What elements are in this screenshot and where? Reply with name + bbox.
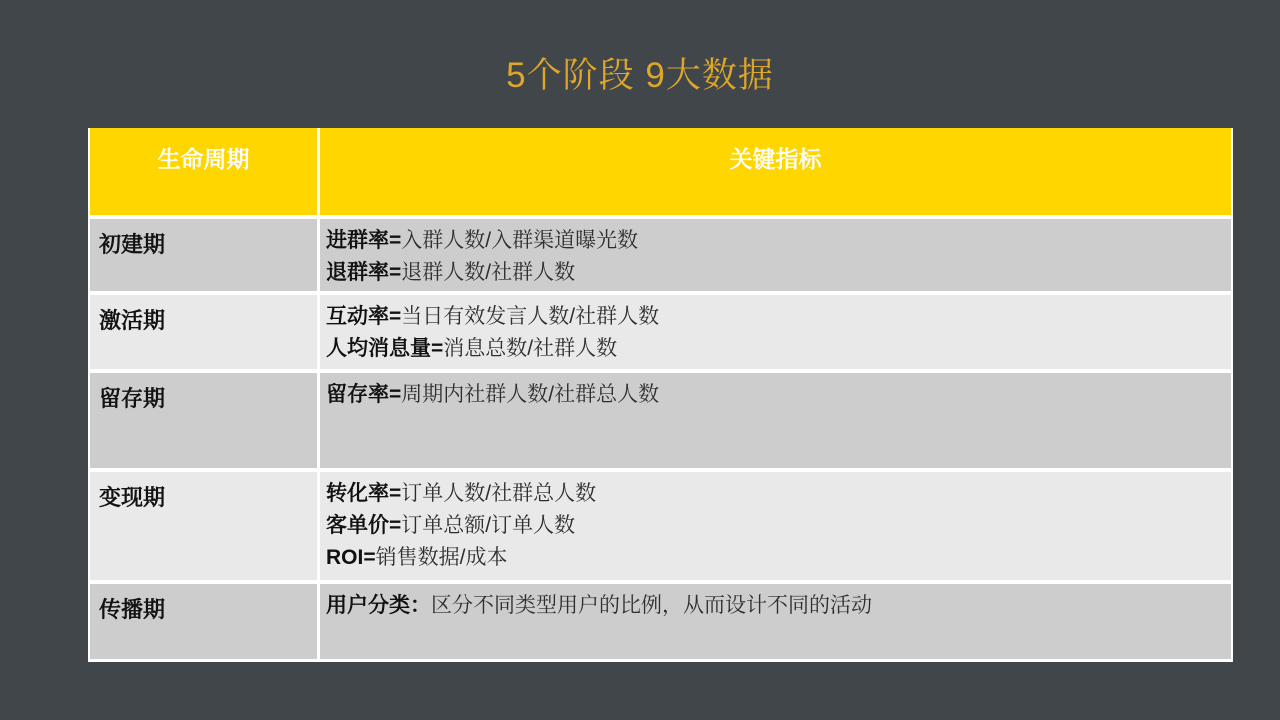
- metric-desc: 退群人数/社群人数: [401, 261, 576, 284]
- metric-line: [326, 590, 1231, 622]
- metric-term: 互动率=: [326, 305, 402, 328]
- metric-desc: 区分不同类型用户的比例，从而设计不同的活动: [431, 594, 872, 617]
- header-cell-lifecycle: 生命周期: [90, 128, 317, 215]
- metric-cell-monetization: [320, 472, 1231, 580]
- stage-cell-retention: 留存期: [90, 373, 317, 468]
- metric-line: [326, 542, 1231, 574]
- metric-line: [326, 333, 1231, 365]
- metric-line: [326, 225, 1231, 257]
- metric-desc: 入群人数/入群渠道曝光数: [401, 229, 639, 252]
- metric-cell-activation: [320, 295, 1231, 369]
- metric-desc: 订单人数/社群总人数: [401, 482, 597, 505]
- metric-desc: 销售数据/成本: [375, 546, 508, 569]
- metric-cell-referral: [320, 584, 1231, 659]
- metric-line: [326, 257, 1231, 289]
- header-cell-key-metrics: 关键指标: [320, 128, 1231, 215]
- metric-cell-retention: [320, 373, 1231, 468]
- metric-term: 留存率=: [326, 383, 402, 406]
- metric-line: [326, 510, 1231, 542]
- page-title: 5个阶段 9大数据: [506, 56, 774, 95]
- metric-desc: 订单总额/订单人数: [401, 514, 576, 537]
- stage-cell-initial: 初建期: [90, 219, 317, 291]
- lifecycle-metrics-table: [88, 128, 1233, 662]
- metric-term: 进群率=: [326, 229, 402, 252]
- metric-term: 用户分类：: [326, 594, 431, 617]
- metric-line: [326, 379, 1231, 411]
- metric-desc: 当日有效发言人数/社群人数: [401, 305, 660, 328]
- metric-desc: 周期内社群人数/社群总人数: [401, 383, 660, 406]
- metric-cell-initial: [320, 219, 1231, 291]
- metric-term: 转化率=: [326, 482, 402, 505]
- metric-line: [326, 301, 1231, 333]
- stage-cell-monetization: 变现期: [90, 472, 317, 580]
- metric-term: ROI=: [326, 546, 376, 569]
- stage-cell-activation: 激活期: [90, 295, 317, 369]
- metric-term: 退群率=: [326, 261, 402, 284]
- stage-cell-referral: 传播期: [90, 584, 317, 659]
- metric-term: 客单价=: [326, 514, 402, 537]
- metric-line: [326, 478, 1231, 510]
- metric-term: 人均消息量=: [326, 337, 444, 360]
- metric-desc: 消息总数/社群人数: [443, 337, 618, 360]
